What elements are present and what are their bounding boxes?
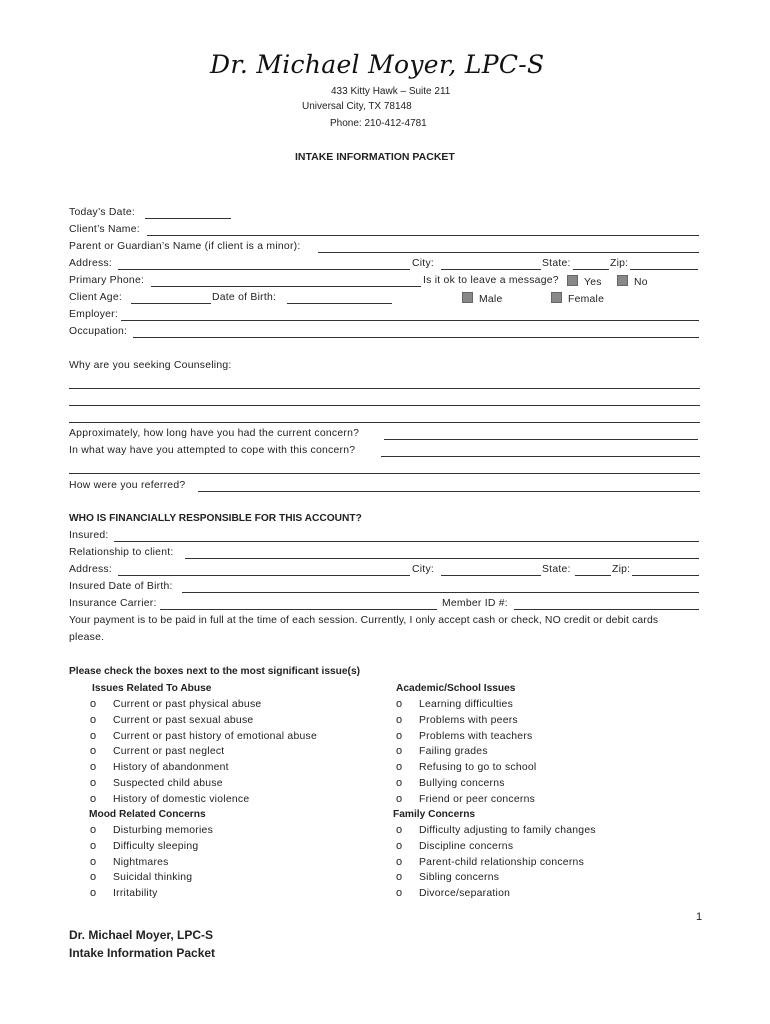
insured-state-label: State: bbox=[542, 564, 571, 575]
document-title: Dr. Michael Moyer, LPC-S bbox=[210, 50, 545, 79]
checkbox-bullet-icon[interactable]: o bbox=[396, 777, 403, 789]
checkbox-bullet-icon[interactable]: o bbox=[90, 839, 97, 852]
page-number: 1 bbox=[696, 911, 703, 923]
checkbox-bullet-icon[interactable]: o bbox=[90, 792, 97, 805]
todays-date-label: Today’s Date: bbox=[69, 207, 136, 218]
member-id-field[interactable] bbox=[514, 609, 699, 610]
insured-address-field[interactable] bbox=[118, 575, 410, 576]
packet-title: INTAKE INFORMATION PACKET bbox=[295, 151, 455, 163]
checkbox-bullet-icon[interactable]: o bbox=[396, 729, 403, 742]
cope-label: In what way have you attempted to cope with this concern? bbox=[69, 445, 356, 456]
checkbox-icon[interactable] bbox=[551, 292, 562, 303]
issue-label: Difficulty sleeping bbox=[113, 840, 199, 852]
occupation-label: Occupation: bbox=[69, 326, 128, 337]
issue-label: Learning difficulties bbox=[419, 699, 514, 710]
cope-field[interactable] bbox=[381, 456, 700, 457]
checkbox-icon[interactable] bbox=[462, 292, 473, 303]
issue-label: Nightmares bbox=[113, 856, 169, 868]
zip-field[interactable] bbox=[630, 269, 698, 270]
school-title: Academic/School Issues bbox=[396, 683, 516, 694]
checkbox-bullet-icon[interactable]: o bbox=[396, 887, 403, 900]
issue-label: Bullying concerns bbox=[419, 778, 505, 789]
issue-label: Suspected child abuse bbox=[113, 778, 223, 789]
dob-label: Date of Birth: bbox=[212, 292, 277, 303]
leave-message-yes[interactable]: Yes bbox=[567, 275, 602, 288]
footer-document-title: Intake Information Packet bbox=[69, 946, 216, 960]
address-field[interactable] bbox=[118, 269, 410, 270]
checkbox-bullet-icon[interactable]: o bbox=[90, 855, 97, 868]
gender-female[interactable]: Female bbox=[551, 292, 604, 305]
zip-label: Zip: bbox=[610, 258, 629, 269]
referred-field[interactable] bbox=[198, 491, 700, 492]
todays-date-field[interactable] bbox=[145, 218, 231, 219]
relationship-label: Relationship to client: bbox=[69, 547, 174, 558]
member-id-label: Member ID #: bbox=[442, 598, 508, 609]
payment-note-line-1: Your payment is to be paid in full at the time of each session. Currently, I only accept cash or check, NO credit or debit cards bbox=[69, 615, 659, 626]
why-counseling-line-1[interactable] bbox=[69, 388, 700, 389]
insured-city-field[interactable] bbox=[441, 575, 541, 576]
checkbox-bullet-icon[interactable]: o bbox=[396, 745, 403, 758]
address-line-2: Universal City, TX 78148 bbox=[302, 101, 412, 112]
checkbox-bullet-icon[interactable]: o bbox=[90, 713, 97, 726]
insured-dob-label: Insured Date of Birth: bbox=[69, 581, 173, 592]
referred-label: How were you referred? bbox=[69, 480, 186, 491]
carrier-label: Insurance Carrier: bbox=[69, 598, 157, 609]
issue-label: Current or past history of emotional abuse bbox=[113, 730, 317, 742]
financial-heading: WHO IS FINANCIALLY RESPONSIBLE FOR THIS ACCOUNT? bbox=[69, 513, 362, 524]
checkbox-icon[interactable] bbox=[567, 275, 578, 286]
footer-name: Dr. Michael Moyer, LPC-S bbox=[69, 928, 214, 942]
issue-label: History of domestic violence bbox=[113, 793, 250, 805]
state-label: State: bbox=[542, 258, 571, 269]
relationship-field[interactable] bbox=[185, 558, 699, 559]
checkbox-bullet-icon[interactable]: o bbox=[90, 824, 97, 836]
clients-name-field[interactable] bbox=[147, 235, 699, 236]
insured-address-label: Address: bbox=[69, 564, 113, 575]
insured-zip-label: Zip: bbox=[612, 564, 631, 575]
checkbox-bullet-icon[interactable]: o bbox=[396, 855, 403, 868]
issue-label: Current or past physical abuse bbox=[113, 699, 262, 710]
issue-label: Disturbing memories bbox=[113, 825, 214, 836]
occupation-field[interactable] bbox=[133, 337, 699, 338]
checkbox-bullet-icon[interactable]: o bbox=[396, 839, 403, 852]
city-field[interactable] bbox=[441, 269, 541, 270]
checkbox-bullet-icon[interactable]: o bbox=[90, 871, 97, 884]
issue-label: Difficulty adjusting to family changes bbox=[419, 825, 596, 836]
issue-label: Irritability bbox=[113, 888, 158, 900]
checkbox-bullet-icon[interactable]: o bbox=[396, 824, 403, 836]
insured-field[interactable] bbox=[114, 541, 699, 542]
issues-heading: Please check the boxes next to the most significant issue(s) bbox=[69, 666, 361, 677]
payment-note-line-2: please. bbox=[69, 632, 105, 643]
client-age-label: Client Age: bbox=[69, 292, 123, 303]
phone-line: Phone: 210-412-4781 bbox=[330, 118, 427, 129]
issue-label: Refusing to go to school bbox=[419, 762, 537, 774]
carrier-field[interactable] bbox=[160, 609, 437, 610]
issue-label: Divorce/separation bbox=[419, 888, 511, 900]
leave-message-label: Is it ok to leave a message? bbox=[423, 275, 559, 286]
mood-title: Mood Related Concerns bbox=[89, 809, 206, 820]
how-long-label: Approximately, how long have you had the current concern? bbox=[69, 428, 360, 439]
checkbox-bullet-icon[interactable]: o bbox=[90, 745, 97, 758]
cope-line-2[interactable] bbox=[69, 473, 700, 474]
checkbox-bullet-icon[interactable]: o bbox=[396, 871, 403, 884]
address-line-1: 433 Kitty Hawk – Suite 211 bbox=[331, 86, 451, 97]
leave-message-no[interactable]: No bbox=[617, 275, 648, 288]
issue-label: Current or past sexual abuse bbox=[113, 714, 254, 726]
dob-field[interactable] bbox=[287, 303, 392, 304]
employer-label: Employer: bbox=[69, 309, 119, 320]
checkbox-bullet-icon[interactable]: o bbox=[90, 887, 97, 900]
issue-label: Suicidal thinking bbox=[113, 872, 193, 884]
issue-label: Discipline concerns bbox=[419, 840, 514, 852]
employer-field[interactable] bbox=[121, 320, 699, 321]
issue-label: Failing grades bbox=[419, 746, 488, 758]
insured-dob-field[interactable] bbox=[182, 592, 699, 593]
insured-city-label: City: bbox=[412, 564, 435, 575]
issue-label: Current or past neglect bbox=[113, 746, 225, 758]
checkbox-bullet-icon[interactable]: o bbox=[396, 761, 403, 774]
issue-label: Sibling concerns bbox=[419, 872, 500, 884]
guardian-field[interactable] bbox=[318, 252, 699, 253]
guardian-label: Parent or Guardian’s Name (if client is a minor): bbox=[69, 241, 301, 252]
abuse-title: Issues Related To Abuse bbox=[92, 683, 212, 694]
checkbox-bullet-icon[interactable]: o bbox=[90, 777, 97, 789]
checkbox-bullet-icon[interactable]: o bbox=[396, 698, 403, 710]
checkbox-bullet-icon[interactable]: o bbox=[396, 792, 403, 805]
checkbox-bullet-icon[interactable]: o bbox=[90, 729, 97, 742]
primary-phone-label: Primary Phone: bbox=[69, 275, 145, 286]
why-counseling-label: Why are you seeking Counseling: bbox=[69, 360, 232, 371]
insured-label: Insured: bbox=[69, 530, 109, 541]
family-title: Family Concerns bbox=[393, 809, 476, 820]
checkbox-bullet-icon[interactable]: o bbox=[396, 713, 403, 726]
client-age-field[interactable] bbox=[131, 303, 211, 304]
checkbox-bullet-icon[interactable]: o bbox=[90, 761, 97, 774]
primary-phone-field[interactable] bbox=[151, 286, 421, 287]
checkbox-bullet-icon[interactable]: o bbox=[90, 698, 97, 710]
clients-name-label: Client’s Name: bbox=[69, 224, 140, 235]
issue-label: Problems with peers bbox=[419, 714, 518, 726]
state-field[interactable] bbox=[573, 269, 609, 270]
address-label: Address: bbox=[69, 258, 113, 269]
city-label: City: bbox=[412, 258, 435, 269]
issue-label: History of abandonment bbox=[113, 762, 229, 774]
why-counseling-line-3[interactable] bbox=[69, 422, 700, 423]
checkbox-icon[interactable] bbox=[617, 275, 628, 286]
insured-state-field[interactable] bbox=[575, 575, 611, 576]
issue-label: Friend or peer concerns bbox=[419, 793, 536, 805]
insured-zip-field[interactable] bbox=[632, 575, 699, 576]
gender-male[interactable]: Male bbox=[462, 292, 503, 305]
why-counseling-line-2[interactable] bbox=[69, 405, 700, 406]
issue-label: Problems with teachers bbox=[419, 730, 533, 742]
how-long-field[interactable] bbox=[384, 439, 698, 440]
issue-label: Parent-child relationship concerns bbox=[419, 856, 585, 868]
